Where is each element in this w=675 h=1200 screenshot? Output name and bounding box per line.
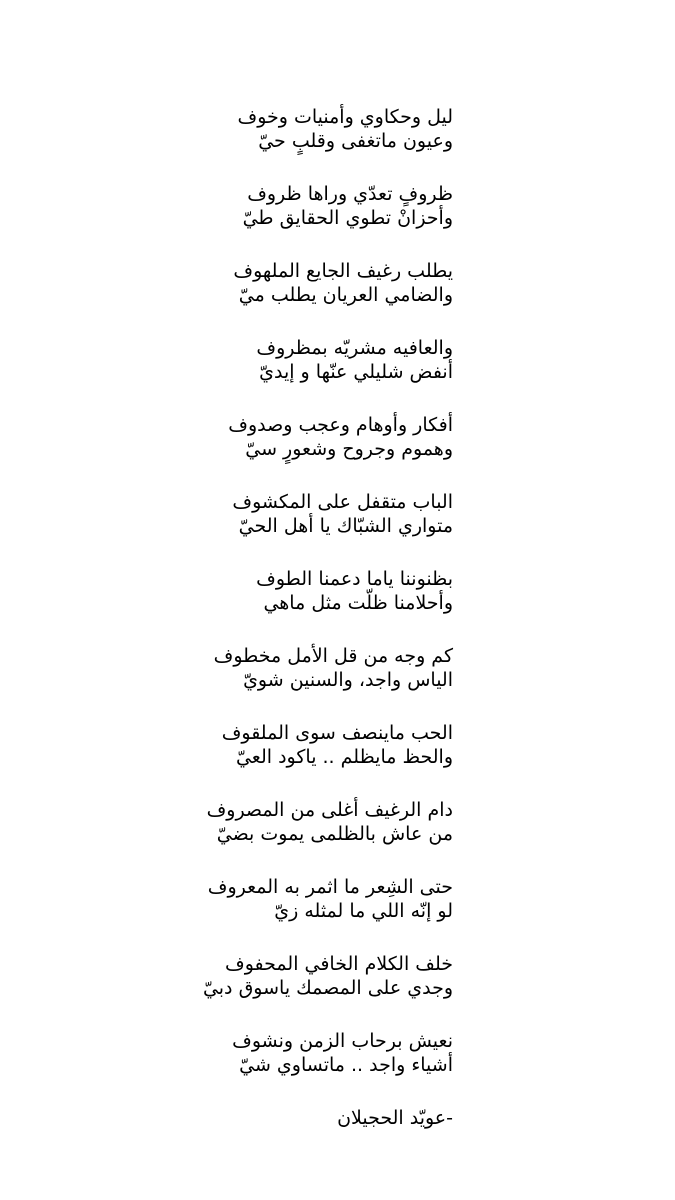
poem-line: وهموم وجروح وشعورٍ سيّ <box>245 438 453 460</box>
stanza-10 <box>183 798 453 846</box>
poem-line: لو إنّه اللي ما لمثله زيّ <box>274 900 453 922</box>
stanza-1 <box>183 105 453 153</box>
stanza-6 <box>183 490 453 538</box>
poem-line: وأحزانْ تطوي الحقايق طيّ <box>242 207 453 229</box>
poem-line: وعيون ماتغفى وقلبٍ حيّ <box>258 130 453 152</box>
stanza-13 <box>183 1029 453 1077</box>
poem-line: والحظ مايظلم .. ياكود العيّ <box>235 746 453 768</box>
poem-line: حتى الشِعر ما اثمر به المعروف <box>207 876 453 898</box>
poem-line: يطلب رغيف الجايع الملهوف <box>233 260 453 282</box>
poem-line: أفكار وأوهام وعجب وصدوف <box>228 414 453 436</box>
stanza-5 <box>183 413 453 461</box>
poem-line: والضامي العريان يطلب ميّ <box>238 284 453 306</box>
poem-line: نعيش برحاب الزمن ونشوف <box>232 1030 453 1052</box>
stanza-9 <box>183 721 453 769</box>
poem-line: الباب متقفل على المكشوف <box>232 491 453 513</box>
poem-line: والعافيه مشريّه بمظروف <box>256 337 453 359</box>
stanza-2 <box>183 182 453 230</box>
stanza-3 <box>183 259 453 307</box>
poem-line: الياس واجد، والسنين شويّ <box>243 669 453 691</box>
stanza-12 <box>183 952 453 1000</box>
poem-line: ظروفٍ تعدّي وراها ظروف <box>247 183 453 205</box>
stanza-7 <box>183 567 453 615</box>
poem-line: خلف الكلام الخافي المحفوف <box>225 953 453 975</box>
poem-line: ليل وحكاوي وأمنيات وخوف <box>237 106 453 128</box>
poem <box>0 105 675 1130</box>
stanza-11 <box>183 875 453 923</box>
poem-line: أنفض شليلي عنّها و إيديّ <box>259 361 453 383</box>
poem-line: وأحلامنا ظلّت مثل ماهي <box>263 592 453 614</box>
poem-line: الحب ماينصف سوى الملقوف <box>221 722 453 744</box>
poem-line: أشياء واجد .. ماتساوي شيّ <box>239 1054 453 1076</box>
poet-signature: -عويّد الحجيلان <box>337 1107 453 1129</box>
poem-line: وجدي على المصمك ياسوق دبيّ <box>202 977 453 999</box>
poem-line: دام الرغيف أغلى من المصروف <box>206 799 453 821</box>
stanza-4 <box>183 336 453 384</box>
poem-line: بظنوننا ياما دعمنا الطوف <box>256 568 453 590</box>
poem-line: كم وجه من قل الأمل مخطوف <box>213 645 453 667</box>
stanza-8 <box>183 644 453 692</box>
poem-line: من عاش بالظلمى يموت بضيّ <box>216 823 453 845</box>
poem-line: متواري الشبّاك يا أهل الحيّ <box>238 515 453 537</box>
